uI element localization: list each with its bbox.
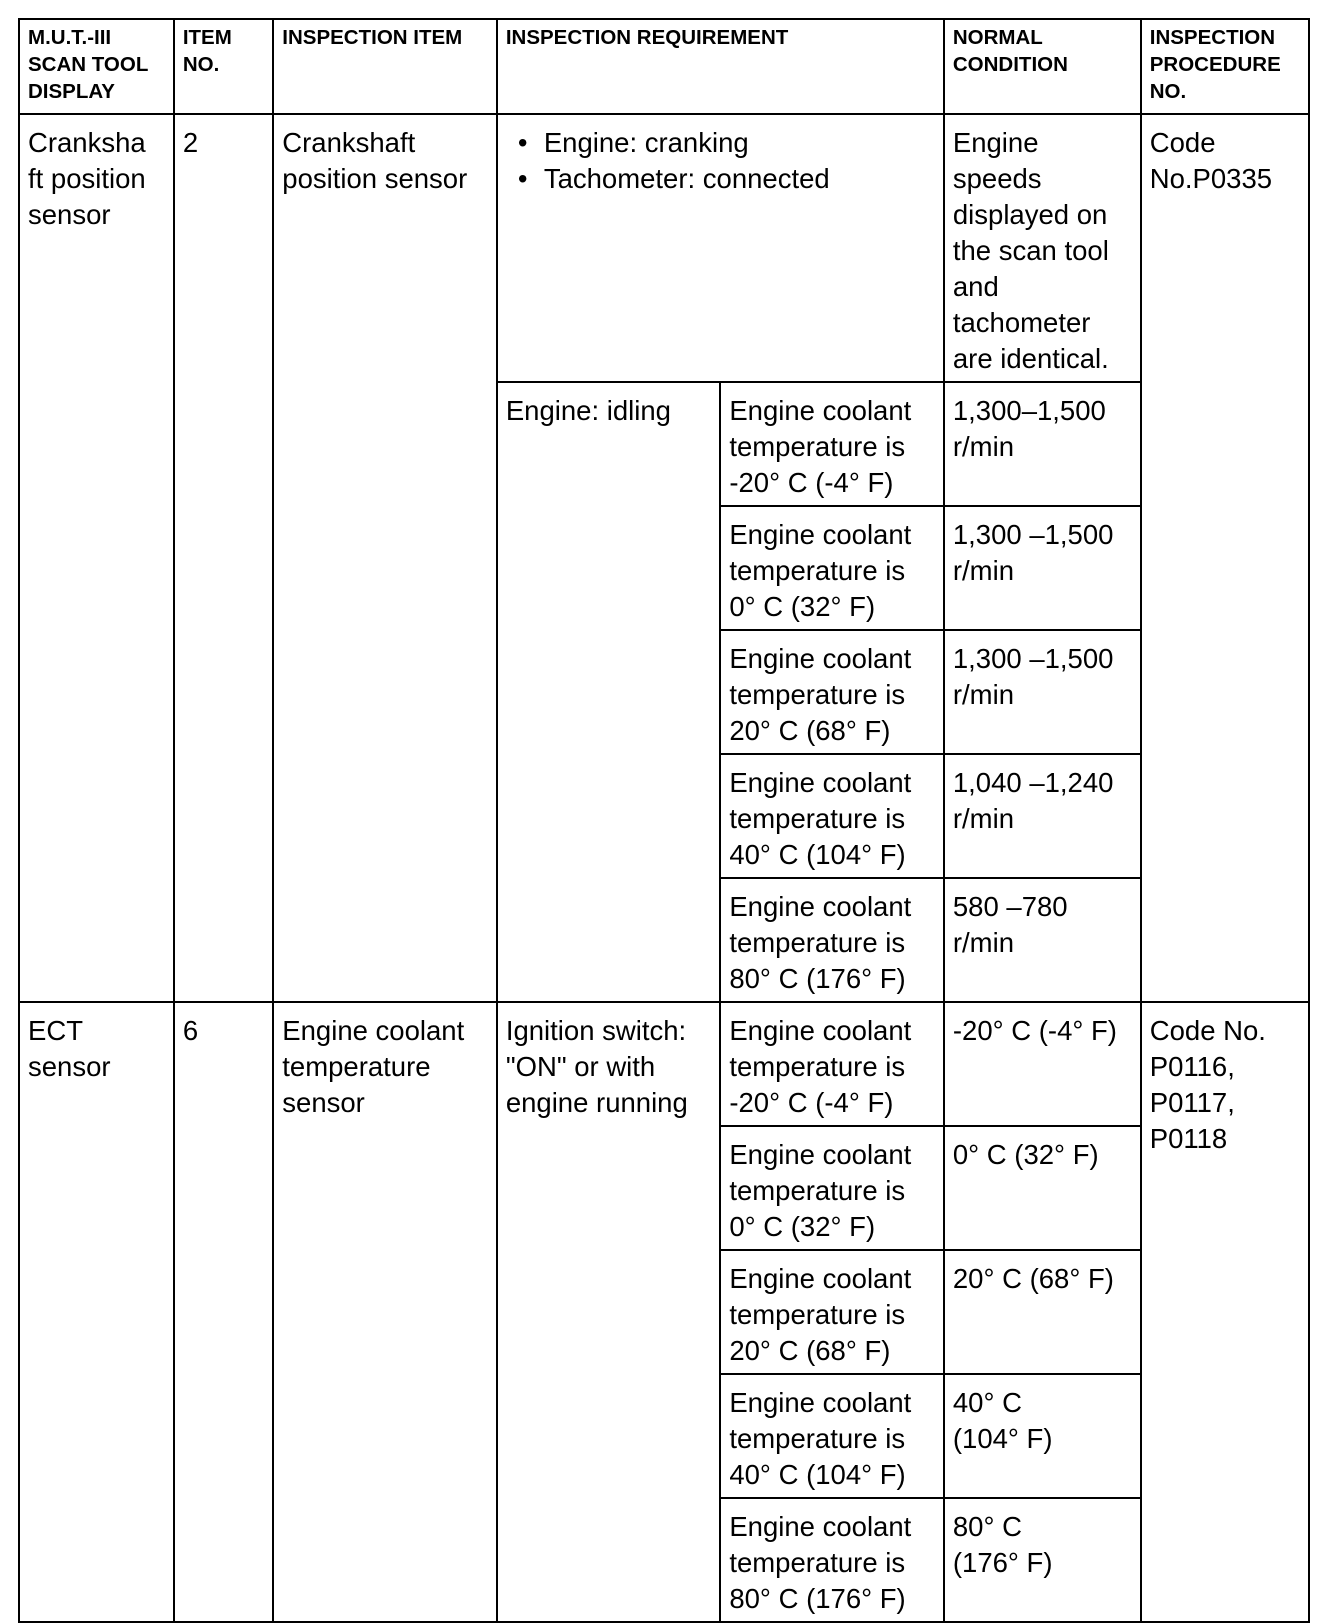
ect-display: ECT sensor	[19, 1002, 174, 1622]
list-item: • Engine: cranking	[506, 125, 937, 161]
ect-normal: 0° C (32° F)	[944, 1126, 1141, 1250]
idle-temp: Engine coolant temperature is 0° C (32° F)	[720, 506, 944, 630]
table-row	[19, 1002, 1309, 1126]
inspection-table	[18, 18, 1310, 1623]
ect-item: Engine coolant temperature sensor	[273, 1002, 497, 1622]
crankshaft-display: Cranksha ft position sensor	[19, 114, 174, 1002]
header-inspection-requirement: INSPECTION REQUIREMENT	[497, 19, 944, 114]
requirement-list	[506, 125, 937, 197]
header-normal-condition: NORMAL CONDITION	[944, 19, 1141, 114]
crankshaft-item-no: 2	[174, 114, 273, 1002]
idle-normal: 1,300 –1,500 r/min	[944, 630, 1141, 754]
ect-temp: Engine coolant temperature is 40° C (104° F)	[720, 1374, 944, 1498]
header-inspection-item: INSPECTION ITEM	[273, 19, 497, 114]
crankshaft-item: Crankshaft position sensor	[273, 114, 497, 1002]
ect-normal: -20° C (-4° F)	[944, 1002, 1141, 1126]
header-row	[19, 19, 1309, 114]
list-item: • Tachometer: connected	[506, 161, 937, 197]
idle-temp: Engine coolant temperature is 20° C (68° F)	[720, 630, 944, 754]
ect-requirement: Ignition switch: "ON" or with engine running	[497, 1002, 721, 1622]
ect-normal: 20° C (68° F)	[944, 1250, 1141, 1374]
header-scan-tool-display: M.U.T.-III SCAN TOOL DISPLAY	[19, 19, 174, 114]
header-item-no: ITEM NO.	[174, 19, 273, 114]
idle-temp: Engine coolant temperature is 40° C (104° F)	[720, 754, 944, 878]
idle-label: Engine: idling	[497, 382, 721, 1002]
idle-normal: 1,300 –1,500 r/min	[944, 506, 1141, 630]
ect-temp: Engine coolant temperature is 20° C (68° F)	[720, 1250, 944, 1374]
ect-temp: Engine coolant temperature is 80° C (176° F)	[720, 1498, 944, 1622]
ect-item-no: 6	[174, 1002, 273, 1622]
ect-temp: Engine coolant temperature is 0° C (32° F)	[720, 1126, 944, 1250]
ect-temp: Engine coolant temperature is -20° C (-4° F)	[720, 1002, 944, 1126]
ect-normal: 40° C (104° F)	[944, 1374, 1141, 1498]
header-procedure-no: INSPECTION PROCEDURE NO.	[1141, 19, 1309, 114]
idle-temp: Engine coolant temperature is 80° C (176° F)	[720, 878, 944, 1002]
table-row	[19, 114, 1309, 382]
idle-normal: 580 –780 r/min	[944, 878, 1141, 1002]
crankshaft-requirement	[497, 114, 944, 382]
idle-normal: 1,300–1,500 r/min	[944, 382, 1141, 506]
ect-normal: 80° C (176° F)	[944, 1498, 1141, 1622]
idle-normal: 1,040 –1,240 r/min	[944, 754, 1141, 878]
crankshaft-procedure: Code No.P0335	[1141, 114, 1309, 1002]
idle-temp: Engine coolant temperature is -20° C (-4° F)	[720, 382, 944, 506]
ect-procedure: Code No. P0116, P0117, P0118	[1141, 1002, 1309, 1622]
crankshaft-cranking-condition: Engine speeds displayed on the scan tool and tachometer are identical.	[944, 114, 1141, 382]
